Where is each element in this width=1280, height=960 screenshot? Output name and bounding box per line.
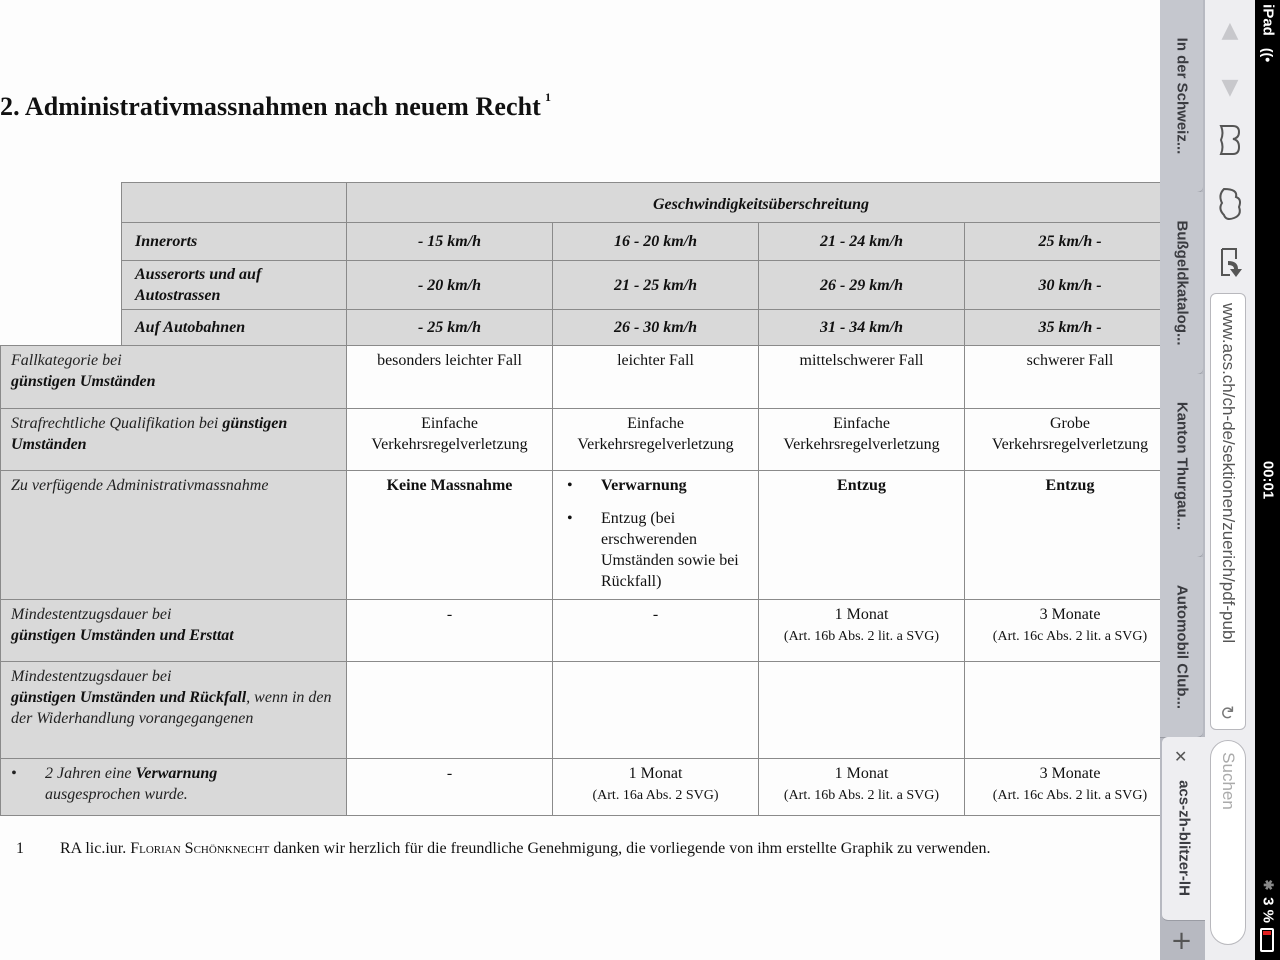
speed-range-cell: 31 - 34 km/h xyxy=(758,309,965,346)
heading-text: 2. Administrativmassnahmen nach neuem Recht xyxy=(0,92,541,121)
reload-icon[interactable]: ↻ xyxy=(1216,704,1238,721)
qualifikation-line2: Verkehrsregelverletzung xyxy=(371,436,528,453)
url-text: www.acs.ch/ch-de/sektionen/zuerich/pdf-publ xyxy=(1219,303,1238,644)
footnote xyxy=(16,840,990,858)
table-top-header: Geschwindigkeitsüberschreitung xyxy=(346,182,1160,223)
duration-value: 3 Monate xyxy=(1039,765,1101,782)
rueckfall-empty-cell xyxy=(758,661,965,759)
label-text: Mindestentzugsdauer bei xyxy=(11,668,172,685)
footnote-ref: 1 xyxy=(544,90,552,105)
bluetooth-icon: ✱ xyxy=(1260,879,1276,891)
share-icon[interactable] xyxy=(1205,245,1255,285)
rueckfall-cell xyxy=(552,758,759,816)
speed-range-cell: 16 - 20 km/h xyxy=(552,222,759,261)
footnote-prefix: RA lic.iur. xyxy=(60,840,127,857)
tab-strip xyxy=(1160,0,1205,960)
plus-icon[interactable]: + xyxy=(1170,926,1193,956)
speed-range-cell: 26 - 29 km/h xyxy=(758,260,965,310)
duration-value: 1 Monat xyxy=(834,765,889,782)
duration-value: - xyxy=(652,606,659,623)
icloud-tabs-icon[interactable] xyxy=(1205,185,1255,227)
fallkategorie-cell: schwerer Fall xyxy=(964,345,1160,409)
clock: 00:01 xyxy=(1259,460,1276,500)
ersttat-cell xyxy=(964,599,1160,662)
speed-range-cell: 26 - 30 km/h xyxy=(552,309,759,346)
article-ref: (Art. 16b Abs. 2 lit. a SVG) xyxy=(783,788,940,803)
speed-range-cell: - 25 km/h xyxy=(346,309,553,346)
tab-label: Bußgeldkatalog... xyxy=(1173,220,1190,346)
qualifikation-line1: Grobe xyxy=(1050,415,1090,432)
rueckfall-empty-cell xyxy=(346,661,553,759)
ersttat-cell xyxy=(552,599,759,662)
bullet-text: Entzug (bei erschwerenden Umständen sowie bei Rückfall) xyxy=(601,510,739,590)
battery-percent: 3 % xyxy=(1259,897,1276,923)
speed-range-cell: 25 km/h - xyxy=(964,222,1160,261)
bullet-item xyxy=(553,475,758,496)
fallkategorie-cell: besonders leichter Fall xyxy=(346,345,553,409)
qualifikation-cell xyxy=(964,408,1160,471)
tab-label: Automobil Club... xyxy=(1173,584,1190,710)
tab-1[interactable] xyxy=(1160,0,1203,193)
bullet-item xyxy=(553,508,758,592)
search-field[interactable] xyxy=(1210,740,1246,945)
url-field[interactable] xyxy=(1210,293,1246,730)
label-text: 2 Jahren eine xyxy=(45,765,132,782)
tab-label: In der Schweiz... xyxy=(1173,37,1190,155)
qualifikation-line1: Einfache xyxy=(421,415,478,432)
label-bold: günstigen Umständen xyxy=(11,373,156,390)
tab-3[interactable] xyxy=(1160,374,1203,558)
label-text: Mindestentzugsdauer bei xyxy=(11,606,172,623)
duration-value: - xyxy=(446,606,453,623)
ersttat-cell xyxy=(758,599,965,662)
qualifikation-line2: Verkehrsregelverletzung xyxy=(783,436,940,453)
massnahme-cell: Keine Massnahme xyxy=(346,470,553,600)
bullet-text: Verwarnung xyxy=(601,477,687,494)
qualifikation-cell xyxy=(758,408,965,471)
speed-row-label: Auf Autobahnen xyxy=(121,309,347,346)
status-bar xyxy=(1255,0,1280,960)
tab-label: acs-zh-blitzer-lH xyxy=(1175,779,1192,896)
ersttat-label xyxy=(0,599,347,662)
duration-value: 3 Monate xyxy=(1039,606,1101,623)
back-icon[interactable]: ▲ xyxy=(1221,18,1239,43)
massnahme-cell: Entzug xyxy=(964,470,1160,600)
qualifikation-label xyxy=(0,408,347,471)
rueckfall-empty-cell xyxy=(552,661,759,759)
footnote-number: 1 xyxy=(16,840,24,857)
label-text: ausgesprochen wurde. xyxy=(45,786,188,803)
speed-range-cell: 21 - 24 km/h xyxy=(758,222,965,261)
tab-2[interactable] xyxy=(1160,192,1203,375)
rueckfall-cell xyxy=(346,758,553,816)
device-name: iPad xyxy=(1259,4,1276,36)
fallkategorie-label xyxy=(0,345,347,409)
duration-value: 1 Monat xyxy=(628,765,683,782)
article-ref: (Art. 16a Abs. 2 SVG) xyxy=(592,788,719,803)
bookmarks-icon[interactable] xyxy=(1205,122,1255,162)
forward-icon[interactable]: ▼ xyxy=(1221,75,1239,100)
speed-range-cell: - 15 km/h xyxy=(346,222,553,261)
speed-range-cell: 30 km/h - xyxy=(964,260,1160,310)
label-bold: günstigen Umständen und Rückfall xyxy=(11,689,247,706)
footnote-text: danken wir herzlich für die freundliche Genehmigung, die vorliegende von ihm erstellte Graphik zu verwenden. xyxy=(273,840,991,857)
bullet-icon: • xyxy=(11,765,17,782)
bullet-icon: • xyxy=(567,477,573,494)
massnahme-cell: Entzug xyxy=(758,470,965,600)
label-bold: günstigen Umständen und Ersttat xyxy=(11,627,234,644)
rueckfall-cell xyxy=(758,758,965,816)
wifi-icon: ((• xyxy=(1259,47,1276,63)
article-ref: (Art. 16b Abs. 2 lit. a SVG) xyxy=(783,629,940,644)
massnahme-cell-bullets xyxy=(552,470,759,600)
fallkategorie-cell: mittelschwerer Fall xyxy=(758,345,965,409)
speed-range-cell: 35 km/h - xyxy=(964,309,1160,346)
close-icon[interactable]: ✕ xyxy=(1174,747,1188,766)
speed-range-cell: 21 - 25 km/h xyxy=(552,260,759,310)
article-ref: (Art. 16c Abs. 2 lit. a SVG) xyxy=(992,788,1148,803)
duration-value: - xyxy=(446,765,453,782)
label-text: Fallkategorie bei xyxy=(11,352,122,369)
qualifikation-line2: Verkehrsregelverletzung xyxy=(991,436,1149,453)
label-text: Strafrechtliche Qualifikation bei xyxy=(11,415,219,432)
qualifikation-cell xyxy=(346,408,553,471)
label-rest: , wenn in den der Widerhandlung vorangegangenen xyxy=(11,689,332,727)
label-bold: günstigen Umständen xyxy=(11,415,288,453)
fallkategorie-cell: leichter Fall xyxy=(552,345,759,409)
speed-range-cell: - 20 km/h xyxy=(346,260,553,310)
tab-label: Kanton Thurgau... xyxy=(1173,401,1190,530)
article-ref: (Art. 16c Abs. 2 lit. a SVG) xyxy=(992,629,1148,644)
label-bold: Verwarnung xyxy=(135,765,218,782)
bullet-text xyxy=(45,763,217,811)
qualifikation-line1: Einfache xyxy=(833,415,890,432)
ersttat-cell xyxy=(346,599,553,662)
qualifikation-line2: Verkehrsregelverletzung xyxy=(577,436,734,453)
massnahme-label: Zu verfügende Administrativmassnahme xyxy=(0,470,347,600)
rueckfall-label xyxy=(0,661,347,759)
table-corner-cell xyxy=(121,182,347,223)
battery-icon xyxy=(1260,928,1274,952)
qualifikation-cell xyxy=(552,408,759,471)
speed-row-label: Innerorts xyxy=(121,222,347,261)
bullet-icon: • xyxy=(567,510,573,527)
rueckfall-cell xyxy=(964,758,1160,816)
rueckfall-empty-cell xyxy=(964,661,1160,759)
speed-row-label: Ausserorts und auf Autostrassen xyxy=(121,260,347,310)
footnote-author: Florian Schönknecht xyxy=(130,840,270,857)
rueckfall-bullet-label xyxy=(0,758,347,816)
duration-value: 1 Monat xyxy=(834,606,889,623)
tab-4[interactable] xyxy=(1160,557,1203,738)
qualifikation-line1: Einfache xyxy=(627,415,684,432)
page-heading xyxy=(0,92,551,122)
tab-5-active[interactable] xyxy=(1162,737,1205,921)
search-placeholder: Suchen xyxy=(1219,752,1238,810)
